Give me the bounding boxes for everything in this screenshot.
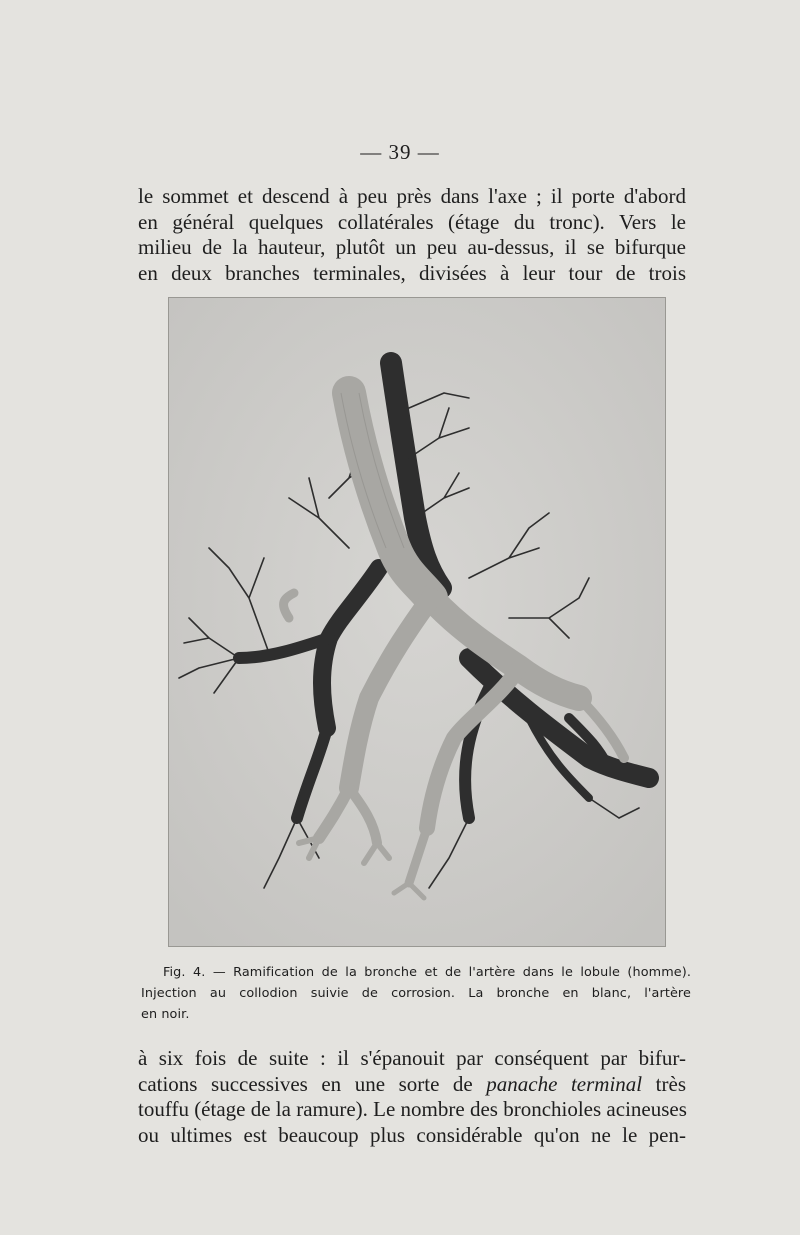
text-line: à six fois de suite : il s'épanouit par conséquent par bifur-	[138, 1046, 686, 1070]
text-line: milieu de la hauteur, plutôt un peu au-dessus, il se bifurque	[138, 235, 686, 259]
caption-line: en noir.	[141, 1007, 190, 1022]
figure-bronchial-tree	[168, 297, 666, 947]
paragraph-top	[138, 184, 686, 286]
caption-line: Injection au collodion suivie de corrosion. La bronche en blanc, l'artère	[141, 986, 691, 1001]
caption-text: — Ramification de la bronche et de l'artère dans le lobule (homme).	[212, 965, 691, 980]
page-number: — 39 —	[360, 140, 440, 164]
text-line: le sommet et descend à peu près dans l'axe ; il porte d'abord	[138, 184, 686, 208]
text-line: en deux branches terminales, divisées à leur tour de trois	[138, 260, 686, 285]
text-line: touffu (étage de la ramure). Le nombre des bronchioles acineuses	[138, 1097, 687, 1121]
text-span: cations successives en une sorte de	[138, 1071, 487, 1096]
figure-caption	[141, 962, 691, 1025]
bronchial-tree-illustration	[169, 298, 665, 946]
caption-line	[141, 962, 691, 983]
figure-label: Fig. 4.	[163, 965, 206, 980]
text-line	[138, 1072, 686, 1098]
text-line: ou ultimes est beaucoup plus considérable qu'on ne le pen-	[138, 1122, 686, 1147]
emphasis-text: panache terminal	[486, 1071, 643, 1096]
text-span: très	[642, 1071, 686, 1096]
paragraph-bottom	[138, 1046, 686, 1148]
text-line: en général quelques collatérales (étage du tronc). Vers le	[138, 209, 686, 234]
